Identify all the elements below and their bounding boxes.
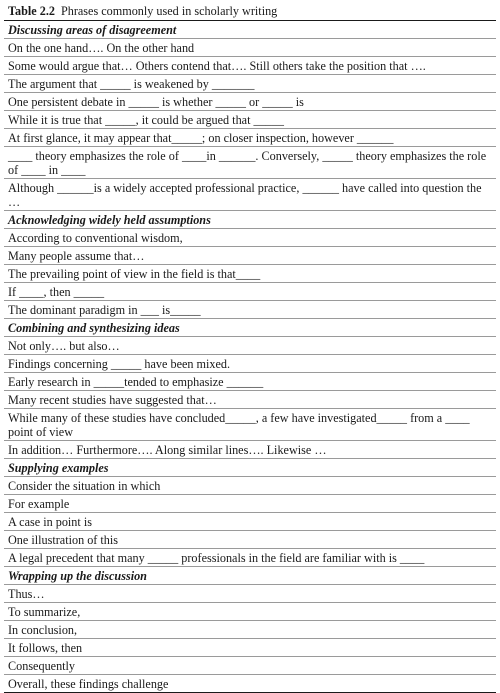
phrase-row: Overall, these findings challenge xyxy=(4,674,496,692)
phrase-row: Thus… xyxy=(4,584,496,602)
section-heading: Acknowledging widely held assumptions xyxy=(4,210,496,228)
phrase-row: One illustration of this xyxy=(4,530,496,548)
phrase-row: Early research in _____tended to emphasize ______ xyxy=(4,372,496,390)
phrase-row: Not only…. but also… xyxy=(4,336,496,354)
document-page xyxy=(4,0,496,693)
section-heading: Supplying examples xyxy=(4,458,496,476)
phrase-row: In conclusion, xyxy=(4,620,496,638)
phrase-row: It follows, then xyxy=(4,638,496,656)
section-heading: Wrapping up the discussion xyxy=(4,566,496,584)
table-caption xyxy=(4,3,496,20)
phrase-row: Although ______is a widely accepted professional practice, ______ have called into question the … xyxy=(4,178,496,210)
phrase-row: Many people assume that… xyxy=(4,246,496,264)
phrase-row: At first glance, it may appear that_____; on closer inspection, however ______ xyxy=(4,128,496,146)
section-heading: Discussing areas of disagreement xyxy=(8,23,177,37)
phrase-row: Many recent studies have suggested that… xyxy=(4,390,496,408)
phrase-row: Consider the situation in which xyxy=(4,476,496,494)
phrase-row: While many of these studies have concluded_____, a few have investigated_____ from a ____ point of view xyxy=(4,408,496,440)
phrase-row: Findings concerning _____ have been mixed. xyxy=(4,354,496,372)
phrases-table xyxy=(4,20,496,693)
phrase-row: Some would argue that… Others contend that…. Still others take the position that …. xyxy=(4,56,496,74)
section-heading: Combining and synthesizing ideas xyxy=(4,318,496,336)
phrase-row: While it is true that _____, it could be argued that _____ xyxy=(4,110,496,128)
phrase-row: One persistent debate in _____ is whether _____ or _____ is xyxy=(4,92,496,110)
phrase-row: If ____, then _____ xyxy=(4,282,496,300)
phrase-row: In addition… Furthermore…. Along similar lines…. Likewise … xyxy=(4,440,496,458)
phrase-row: The prevailing point of view in the field is that____ xyxy=(4,264,496,282)
phrase-row: To summarize, xyxy=(4,602,496,620)
phrase-row: The argument that _____ is weakened by _______ xyxy=(4,74,496,92)
phrase-row: Consequently xyxy=(4,656,496,674)
phrase-row: ____ theory emphasizes the role of ____in ______. Conversely, _____ theory emphasizes the role of ____ in ____ xyxy=(4,146,496,178)
table-number: Table 2.2 xyxy=(8,4,55,18)
phrase-row: On the one hand…. On the other hand xyxy=(4,38,496,56)
phrase-row: A case in point is xyxy=(4,512,496,530)
phrase-row: According to conventional wisdom, xyxy=(4,228,496,246)
phrase-row: A legal precedent that many _____ professionals in the field are familiar with is ____ xyxy=(4,548,496,566)
phrase-row: The dominant paradigm in ___ is_____ xyxy=(4,300,496,318)
phrase-row: For example xyxy=(4,494,496,512)
table-title: Phrases commonly used in scholarly writing xyxy=(60,4,278,18)
